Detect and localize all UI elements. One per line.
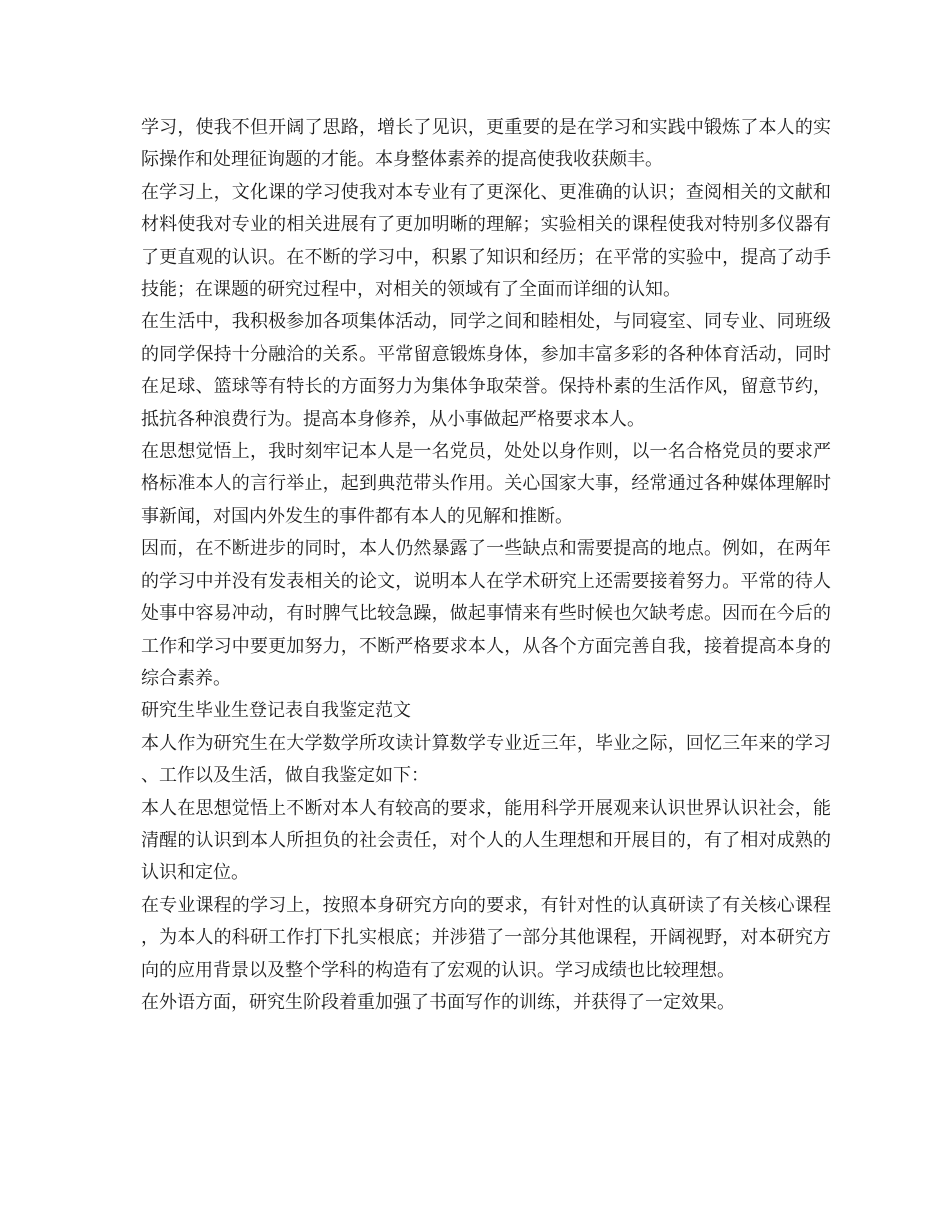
paragraph-life: 在生活中，我积极参加各项集体活动，同学之间和睦相处，与同寝室、同专业、同班级的同学保持十分融洽的关系。平常留意锻炼身体，参加丰富多彩的各种体育活动，同时在足球、篮球等有特长的方面努力为集体争取荣誉。保持朴素的生活作风，留意节约，抵抗各种浪费行为。提高本身修养，从小事做起严格要求本人。 <box>141 311 831 430</box>
section-heading: 研究生毕业生登记表自我鉴定范文 <box>141 700 411 722</box>
paragraph-ideology: 在思想觉悟上，我时刻牢记本人是一名党员，处处以身作则，以一名合格党员的要求严格标准本人的言行举止，起到典范带头作用。关心国家大事，经常通过各种媒体理解时事新闻，对国内外发生的事件都有本人的见解和推断。 <box>141 441 831 527</box>
paragraph-academic: 在学习上，文化课的学习使我对本专业有了更深化、更准确的认识；查阅相关的文献和材料使我对专业的相关进展有了更加明晰的理解；实验相关的课程使我对特别多仪器有了更直观的认识。在不断的学习中，积累了知识和经历；在平常的实验中，提高了动手技能；在课题的研究过程中，对相关的领域有了全面而详细的认知。 <box>141 181 831 301</box>
paragraph-thinking: 本人在思想觉悟上不断对本人有较高的要求，能用科学开展观来认识世界认识社会，能清醒的认识到本人所担负的社会责任，对个人的人生理想和开展目的，有了相对成熟的认识和定位。 <box>141 797 831 884</box>
paragraph-intro: 本人作为研究生在大学数学所攻读计算数学专业近三年，毕业之际，回忆三年来的学习、工作以及生活，做自我鉴定如下： <box>141 732 831 787</box>
paragraph-foreign-language: 在外语方面，研究生阶段着重加强了书面写作的训练，并获得了一定效果。 <box>141 991 735 1013</box>
paragraph-study-summary: 学习，使我不但开阔了思路，增长了见识，更重要的是在学习和实践中锻炼了本人的实际操作和处理征询题的才能。本身整体素养的提高使我收获颇丰。 <box>141 117 831 171</box>
paragraph-courses: 在专业课程的学习上，按照本身研究方向的要求，有针对性的认真研读了有关核心课程，为本人的科研工作打下扎实根底；并涉猎了一部分其他课程，开阔视野，对本研究方向的应用背景以及整个学科的构造有了宏观的认识。学习成绩也比较理想。 <box>141 894 831 981</box>
paragraph-shortcomings: 因而，在不断进步的同时，本人仍然暴露了一些缺点和需要提高的地点。例如，在两年的学习中并没有发表相关的论文，说明本人在学术研究上还需要接着努力。平常的待人处事中容易冲动，有时脾气比较急躁，做起事情来有些时候也欠缺考虑。因而在今后的工作和学习中要更加努力，不断严格要求本人，从各个方面完善自我，接着提高本身的综合素养。 <box>141 538 831 689</box>
document-body <box>141 112 831 1019</box>
